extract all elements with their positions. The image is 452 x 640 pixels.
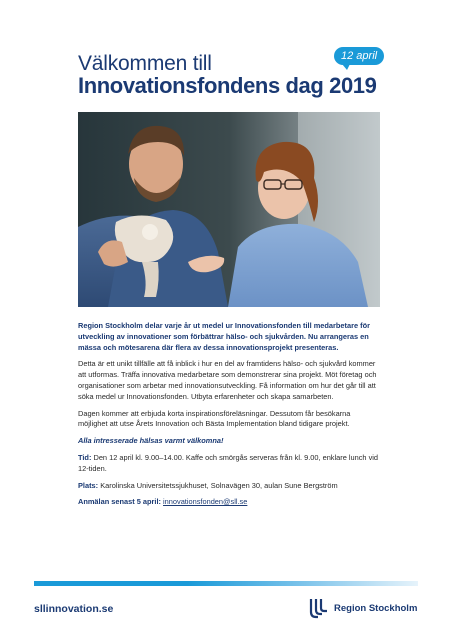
signup-label: Anmälan senast 5 april: — [78, 497, 161, 507]
place-info — [78, 481, 381, 492]
footer-divider — [34, 581, 418, 586]
title-line-2: Innovationsfondens dag 2019 — [78, 73, 377, 98]
photo-two-people-with-model — [78, 112, 380, 307]
intro-paragraph: Region Stockholm delar varje år ut medel ur Innovationsfonden till medarbetare för utveckling av innovationer som förbättrar hälso- och sjukvården. Nu arrangeras en mässa och mötesarena där flera av dessa innovationsprojekt presenteras. — [78, 321, 370, 352]
body-content — [78, 321, 381, 514]
time-value: Den 12 april kl. 9.00–14.00. Kaffe och smörgås serveras från kl. 9.00, enklare lunch vid 12-tiden. — [78, 452, 379, 473]
time-label: Tid: — [78, 452, 92, 462]
paragraph-1: Detta är ett unikt tillfälle att få inblick i hur en del av framtidens hälso- och sjukvård kommer att utformas. Träffa innovativa medarbetare som demonstrerar sina projekt. Möt företag och organisationer som arbetar med innovationsutveckling. Få information om hur det går till att söka medel ur Innovationsfonden. Utbyta erfarenheter och skapa samarbeten. — [78, 359, 377, 401]
place-label: Plats: — [78, 480, 99, 490]
time-info — [78, 453, 381, 475]
region-stockholm-logo-icon — [308, 597, 330, 619]
date-badge: 12 april — [334, 47, 384, 65]
title-line-1: Välkommen till — [78, 52, 212, 75]
footer-url-link[interactable]: sllinnovation.se — [34, 603, 114, 615]
signup-info — [78, 497, 381, 508]
logo-name: Region Stockholm — [334, 602, 418, 614]
region-stockholm-logo — [308, 597, 417, 619]
place-value: Karolinska Universitetssjukhuset, Solnavägen 30, aulan Sune Bergström — [100, 480, 338, 490]
hero-photo — [78, 112, 380, 307]
paragraph-2: Dagen kommer att erbjuda korta inspirationsföreläsningar. Dessutom får besökarna möjlighet att utse Årets Innovation och Bästa Implementation bland tidigare projekt. — [78, 408, 351, 429]
signup-email-link[interactable]: innovationsfonden@sll.se — [163, 497, 248, 507]
greeting: Alla intresserade hälsas varmt välkomna! — [78, 436, 224, 446]
